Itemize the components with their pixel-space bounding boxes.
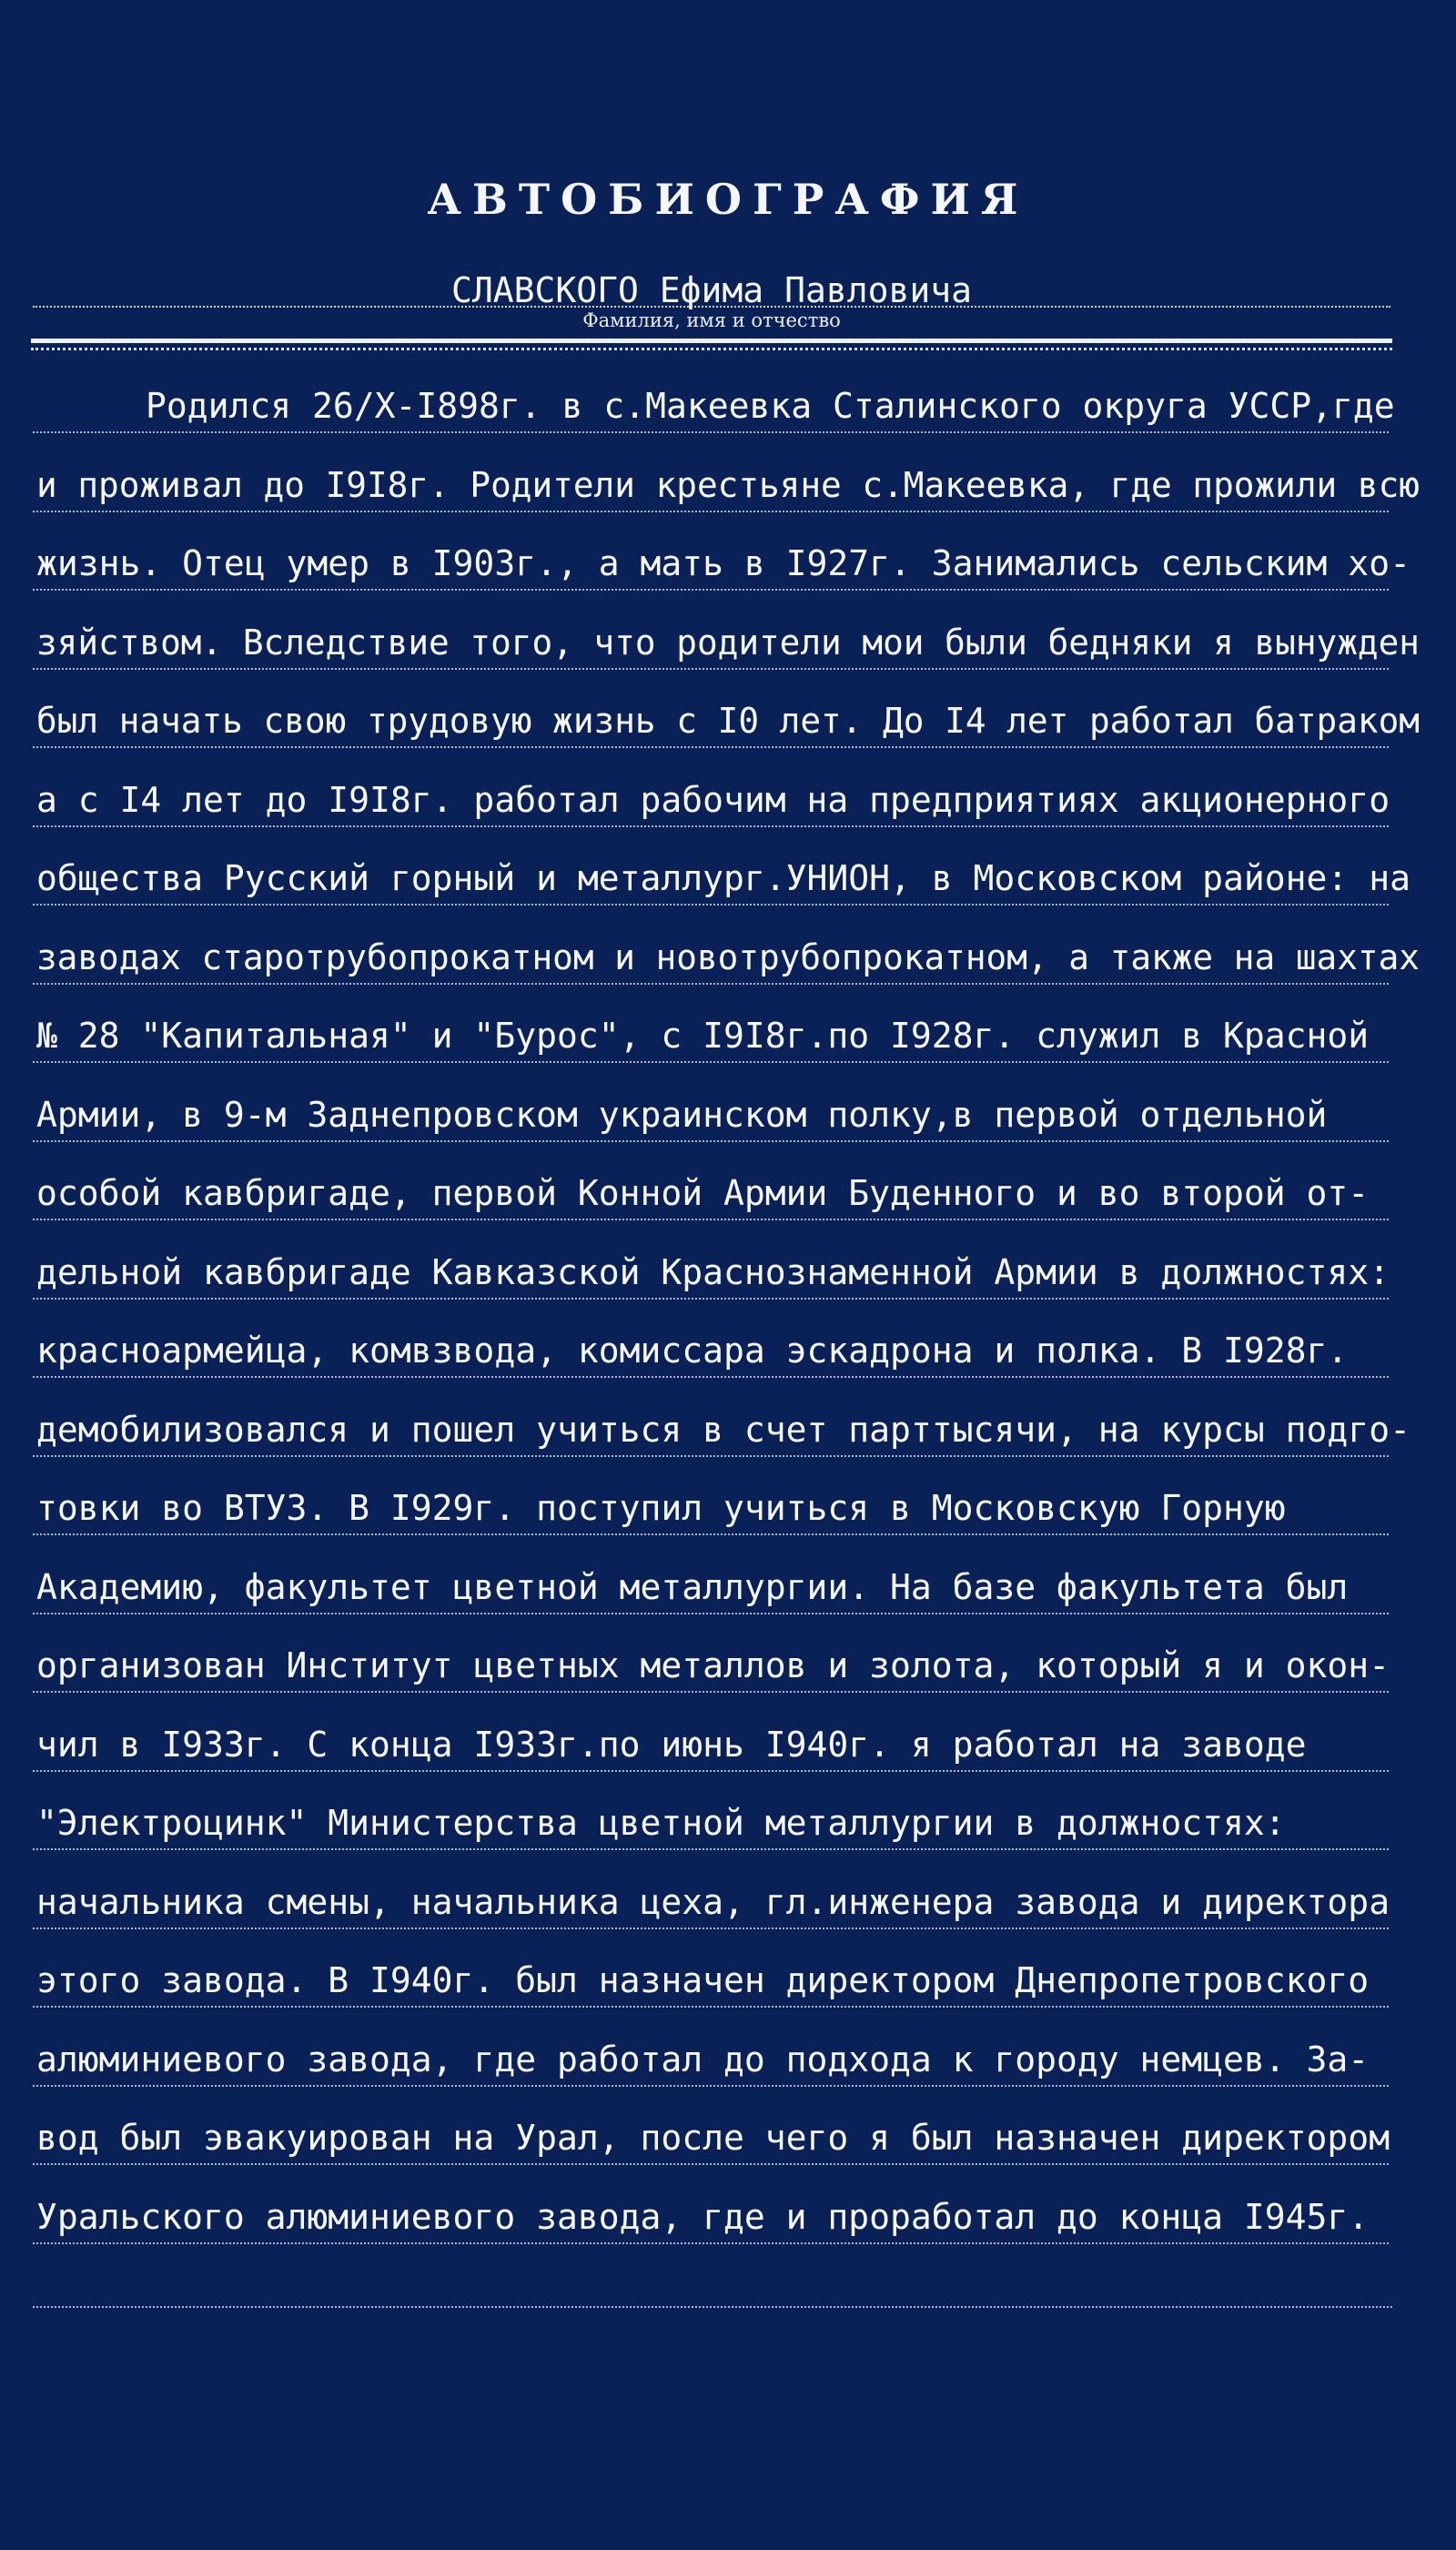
text-line-content: "Электроцинк" Министерства цветной металлургии в должностях: bbox=[36, 1803, 1286, 1843]
text-line-content: № 28 "Капитальная" и "Бурос", с I9I8г.по I928г. служил в Красной bbox=[36, 1016, 1370, 1056]
text-line-content: а с I4 лет до I9I8г. работал рабочим на предприятиях акционерного bbox=[36, 779, 1390, 820]
text-line bbox=[36, 932, 1438, 1011]
text-line bbox=[36, 1719, 1438, 1798]
text-line-content: дельной кавбригаде Кавказской Краснознаменной Армии в должностях: bbox=[36, 1251, 1390, 1292]
text-line-content: общества Русский горный и металлург.УНИОН, в Московском районе: на bbox=[36, 858, 1410, 898]
text-line bbox=[36, 1247, 1438, 1326]
header-rule-dotted bbox=[31, 348, 1392, 350]
text-line bbox=[36, 1640, 1438, 1719]
text-line bbox=[36, 1325, 1438, 1404]
text-line-content: организован Институт цветных металлов и золота, который я и окон- bbox=[36, 1645, 1390, 1685]
text-line bbox=[36, 1955, 1438, 2034]
text-line bbox=[36, 380, 1438, 460]
text-line-content: Академию, факультет цветной металлургии. На базе факультета был bbox=[36, 1566, 1349, 1607]
closing-dotted-line bbox=[33, 2306, 1392, 2308]
text-line-content: был начать свою трудовую жизнь с I0 лет. До I4 лет работал батраком bbox=[36, 701, 1420, 741]
body-text bbox=[36, 380, 1438, 2270]
text-line-content: демобилизовался и пошел учиться в счет парттысячи, на курсы подго- bbox=[36, 1409, 1410, 1450]
text-line-content: жизнь. Отец умер в I903г., а мать в I927г. Занимались сельским хо- bbox=[36, 543, 1410, 583]
text-line-content: красноармейца, комвзвода, комиссара эскадрона и полка. В I928г. bbox=[36, 1331, 1349, 1371]
text-line-content: Уральского алюминиевого завода, где и проработал до конца I945г. bbox=[36, 2196, 1370, 2237]
text-line bbox=[36, 1168, 1438, 1247]
person-name: СЛАВСКОГО Ефима Павловича bbox=[451, 270, 972, 310]
text-line-content: этого завода. В I940г. был назначен директором Днепропетровского bbox=[36, 1960, 1370, 2000]
text-line-content: вод был эвакуирован на Урал, после чего я был назначен директором bbox=[36, 2118, 1390, 2158]
text-line bbox=[36, 538, 1438, 617]
text-line-content: и проживал до I9I8г. Родители крестьяне с.Макеевка, где прожили всю bbox=[36, 464, 1420, 505]
text-line bbox=[36, 460, 1438, 539]
text-line bbox=[36, 1482, 1438, 1562]
text-line bbox=[36, 1562, 1438, 1641]
name-dotted-line bbox=[33, 306, 1390, 308]
text-line-content: алюминиевого завода, где работал до подхода к городу немцев. За- bbox=[36, 2039, 1370, 2079]
text-line bbox=[36, 1089, 1438, 1169]
text-line bbox=[36, 1797, 1438, 1877]
text-line bbox=[36, 2191, 1438, 2271]
text-line bbox=[36, 1877, 1438, 1956]
text-line bbox=[36, 774, 1438, 854]
text-line bbox=[36, 695, 1438, 774]
text-line bbox=[36, 1404, 1438, 1483]
text-line-content: зяйством. Вследствие того, что родители мои были бедняки я вынужден bbox=[36, 622, 1420, 663]
text-line-content: Армии, в 9-м Заднепровском украинском полку,в первой отдельной bbox=[36, 1094, 1328, 1135]
text-line-content: заводах старотрубопрокатном и новотрубопрокатном, а также на шахтах bbox=[36, 936, 1420, 977]
text-line bbox=[36, 2034, 1438, 2113]
text-line-content: особой кавбригаде, первой Конной Армии Буденного и во второй от- bbox=[36, 1173, 1370, 1213]
header-rule-thick bbox=[31, 339, 1392, 343]
text-line-content: начальника смены, начальника цеха, гл.инженера завода и директора bbox=[36, 1881, 1390, 1922]
text-line bbox=[36, 2112, 1438, 2191]
text-line bbox=[36, 853, 1438, 932]
text-line-content: чил в I933г. С конца I933г.по июнь I940г. я работал на заводе bbox=[36, 1724, 1307, 1765]
text-line-content: товки во ВТУЗ. В I929г. поступил учиться в Московскую Горную bbox=[36, 1488, 1286, 1528]
text-line bbox=[36, 617, 1438, 696]
text-line bbox=[36, 1010, 1438, 1089]
text-line-content: Родился 26/X-I898г. в с.Макеевка Сталинского округа УССР,где bbox=[146, 386, 1395, 426]
document-title: АВТОБИОГРАФИЯ bbox=[427, 175, 1029, 224]
name-caption: Фамилия, имя и отчество bbox=[582, 309, 841, 331]
